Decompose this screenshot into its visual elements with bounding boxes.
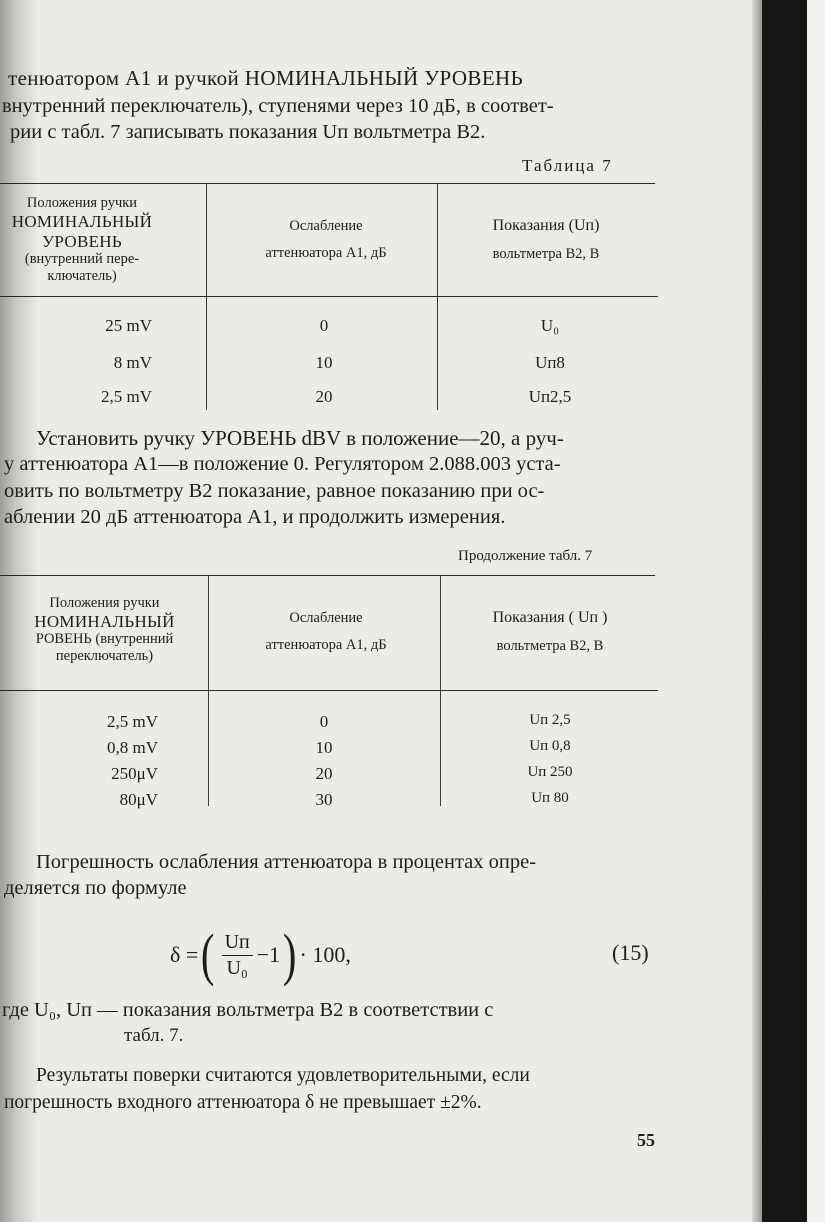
intro-line-1: тенюатором А1 и ручкой НОМИНАЛЬНЫЙ УРОВЕНЬ [8, 66, 524, 90]
table7-header-position: Положения ручки НОМИНАЛЬНЫЙ УРОВЕНЬ (внутренний пере- ключатель) [11, 195, 153, 284]
formula-right-paren: ) [283, 922, 297, 987]
table7c-header-position: Положения ручки НОМИНАЛЬНЫЙ РОВЕНЬ (внутренний переключатель) [34, 595, 175, 665]
table7c-row4-level: 80μV [119, 790, 158, 809]
table7c-row2-reading: Uп 0,8 [529, 738, 571, 754]
formula-numerator: Uп [222, 931, 253, 956]
table7c-header-rule [0, 690, 658, 691]
formula-denominator: U₀ [226, 956, 248, 979]
table7-row2-atten: 10 [315, 353, 333, 372]
table7-row3-atten: 20 [315, 387, 333, 406]
scan-dark-edge [762, 0, 807, 1222]
middle-line-4: аблении 20 дБ аттенюатора А1, и продолжить измерения. [4, 506, 506, 528]
formula-left-paren: ( [201, 922, 215, 987]
table7c-row3-level: 250μV [111, 764, 158, 783]
table7c-row1-atten: 0 [319, 712, 329, 731]
table7c-row1-reading: Uп 2,5 [529, 712, 571, 728]
table7c-row2-atten: 10 [315, 738, 333, 757]
table7-col-divider-1 [206, 184, 207, 410]
intro-line-3: рии с табл. 7 записывать показания Uп вольтметра В2. [10, 121, 486, 143]
page-number: 55 [637, 1130, 655, 1150]
table7c-row1-level: 2,5 mV [107, 712, 158, 731]
formula-number: (15) [612, 940, 649, 965]
table7-row1-reading: U₀ [540, 316, 560, 335]
table7-row3-reading: Uп2,5 [528, 387, 572, 406]
formula-minus-one: −1 [256, 942, 281, 967]
intro-line-2: внутренний переключатель), ступенями через 10 дБ, в соответ- [2, 95, 554, 117]
table7-row2-level: 8 mV [113, 353, 152, 372]
where-line-1: где U₀, Uп — показания вольтметра В2 в соответствии с [2, 999, 494, 1021]
table7-header-attenuation: Ослабление аттенюатора А1, дБ [265, 218, 387, 261]
error-line-1: Погрешность ослабления аттенюатора в процентах опре- [36, 851, 537, 873]
table7c-top-rule [0, 575, 655, 576]
error-line-2: деляется по формуле [4, 877, 187, 899]
result-line-1: Результаты поверки считаются удовлетворительными, если [36, 1065, 530, 1086]
table7-row2-reading: Uп8 [535, 353, 565, 372]
scan-right-margin [807, 0, 825, 1222]
table7-caption: Таблица 7 [522, 156, 613, 175]
table7c-row3-reading: Uп 250 [527, 764, 573, 780]
table7c-col-divider-1 [208, 576, 209, 806]
table7-col-divider-2 [437, 184, 438, 410]
table7c-header-reading: Показания ( Uп ) вольтметра В2, В [492, 609, 608, 654]
result-line-2: погрешность входного аттенюатора δ не превышает ±2%. [4, 1092, 482, 1113]
table7-row3-level: 2,5 mV [101, 387, 152, 406]
middle-line-2: у аттенюатора А1—в положение 0. Регулятором 2.088.003 уста- [4, 453, 561, 475]
formula-lhs: δ = [170, 942, 199, 967]
table7c-row4-reading: Uп 80 [531, 790, 569, 806]
table7c-header-attenuation: Ослабление аттенюатора А1, дБ [265, 610, 387, 653]
formula-fraction [222, 931, 253, 980]
formula-times-100: · 100, [299, 942, 351, 967]
table7-top-rule [0, 183, 655, 184]
table7c-row2-level: 0,8 mV [107, 738, 158, 757]
formula-15 [170, 922, 351, 988]
where-line-2: табл. 7. [124, 1025, 184, 1046]
table7-header-reading: Показания (Uп) вольтметра В2, В [492, 217, 600, 262]
table7-header-rule [0, 296, 658, 297]
table7-continued-caption: Продолжение табл. 7 [458, 548, 593, 564]
table7c-row4-atten: 30 [315, 790, 333, 809]
table7c-row3-atten: 20 [315, 764, 333, 783]
table7-row1-atten: 0 [319, 316, 329, 335]
table7-row1-level: 25 mV [105, 316, 152, 335]
middle-line-3: овить по вольтметру В2 показание, равное показанию при ос- [4, 480, 545, 502]
middle-line-1: Установить ручку УРОВЕНЬ dBV в положение—20, а руч- [36, 426, 564, 450]
